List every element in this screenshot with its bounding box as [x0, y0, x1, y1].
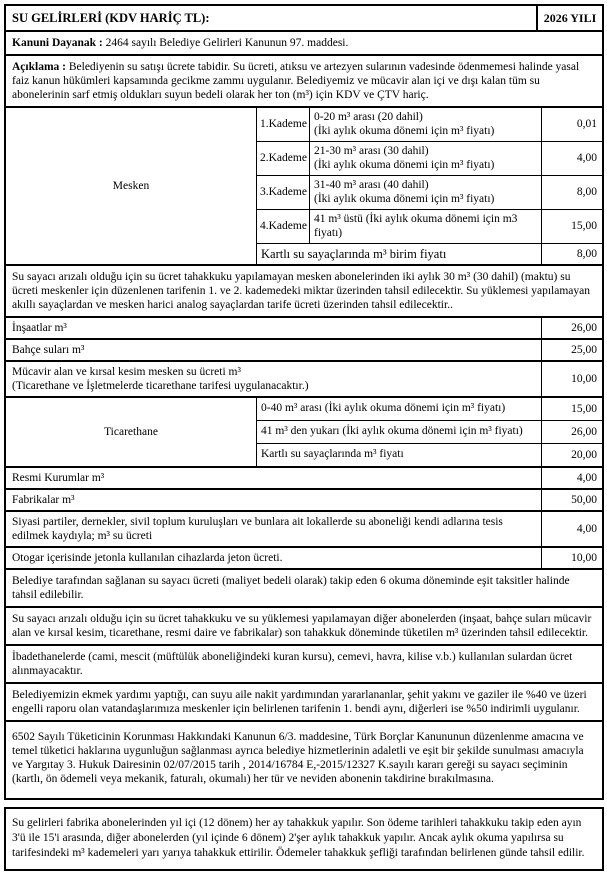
- year-badge: 2026 YILI: [536, 6, 602, 30]
- ticarethane-tiers: [256, 398, 602, 466]
- mesken-tier-1: [257, 108, 602, 141]
- mucavir-row: [6, 360, 602, 396]
- mesken-tier-4: [257, 209, 602, 243]
- row-label: Bahçe suları m³: [12, 344, 85, 356]
- mesken-kartli-row: [257, 243, 602, 264]
- note-consumer-law: 6502 Sayılı Tüketicinin Korunması Hakkındaki Kanunun 6/3. maddesine, Türk Borçlar Kanununun düzenlenme amacına ve temel tüketici haklarına uygunluğun sağlanması ayrıca belediye hizmetlerinin adaletli ve eşit bir şekilde sunulması amacıyla ve Yargıtay 3. Hukuk Dairesinin 02/07/2015 tarih , 2014/16784 E,-2015/12327 K.sayılı kararı gereği su sayacı seçiminin (kartlı, ön ödemeli veya mekanik, faturalı, okumalı) her tür ve neviden abonenin takdirine bırakılmasına.: [6, 720, 602, 798]
- siyasi-partiler-row: [6, 510, 602, 546]
- mesken-block: [6, 106, 602, 264]
- price-value: 15,00: [541, 210, 602, 243]
- ticarethane-block: [6, 396, 602, 466]
- tier-period: (İki aylık okuma dönemi için m³ fiyatı): [314, 124, 495, 137]
- price-value: 50,00: [541, 490, 602, 510]
- note-accrual-schedule: Su gelirleri fabrika abonelerinden yıl içi (12 dönem) her ay tahakkuk yapılır. Son ödeme tarihleri tahakkuku takip eden ayın 3'ü ile 15'i arasında, diğer abonelerden (yıl içinde 6 dönem) 2'şer aylık tahakkuk yapılır. Ancak aylık okuma yapılırsa su tarifesindeki m³ kademeleri yarı yarıya tahakkuk ettirilir. Ödemeler tahakkuk şefliği tarafından belirlenen günde tahsil edilir.: [12, 817, 585, 859]
- note-broken-meter-others: Su sayacı arızalı olduğu için su ücret tahakkuku ve su yüklemesi yapılamayan diğer abonelerden (inşaat, bahçe suları mücavir alan ve kırsal kesim, ticarethane, resmi daire ve fabrikalar) son tahakkuk döneminde tüketilen m³ üzerinden tahsil edilecektir.: [6, 606, 602, 644]
- kartli-label: Kartlı su sayaçlarında m³ birim fiyatı: [261, 247, 447, 261]
- tier-description: [257, 398, 541, 420]
- tier-range: 0-40 m³ arası (İki aylık okuma dönemi için m³ fiyatı): [261, 402, 506, 415]
- row-label: [6, 362, 541, 396]
- tier-range: 21-30 m³ arası (30 dahil): [314, 145, 429, 157]
- legal-basis-row: [6, 30, 602, 54]
- price-value: 4,00: [541, 142, 602, 175]
- accrual-note-table: [4, 807, 604, 871]
- mesken-label: Mesken: [112, 180, 150, 192]
- tier-label: 4.Kademe: [257, 210, 310, 243]
- tier-range: 0-20 m³ arası (20 dahil): [314, 111, 423, 123]
- price-value: 4,00: [541, 468, 602, 488]
- mucavir-line1: Mücavir alan ve kırsal kesim mesken su ücreti m³: [12, 366, 241, 378]
- tier-period: (İki aylık okuma dönemi için m³ fiyatı): [314, 192, 495, 205]
- price-value: 25,00: [541, 340, 602, 360]
- ticarethane-kartli-row: [257, 443, 602, 466]
- mucavir-line2: (Ticarethane ve İşletmelerde ticarethane tarifesi uygulanacaktır.): [12, 380, 309, 392]
- mesken-tier-3: [257, 175, 602, 209]
- insaat-row: [6, 316, 602, 338]
- tier-description: [310, 176, 541, 209]
- tier-description: [257, 421, 541, 443]
- legal-basis-text: 2464 sayılı Belediye Gelirleri Kanunun 97. maddesi.: [105, 37, 349, 49]
- row-label: İnşaatlar m³: [12, 322, 67, 334]
- note-broken-meter-mesken: Su sayacı arızalı olduğu için su ücret tahakkuku yapılamayan mesken abonelerinden iki aylık 30 m³ (30 dahil) (maktu) su ücreti meskenler için düzenlenen tarifenin 1. ve 2. kademedeki miktar üzerinden tahsil edilecektir. Su yüklemesi yapılamayan akıllı sayaçlardan ve mesken harici analog sayaçlardan tarife ücreti üzerinden tahsil edilecektir..: [6, 264, 602, 316]
- page-title: SU GELİRLERİ (KDV HARİÇ TL):: [12, 11, 210, 25]
- tier-description: [310, 210, 541, 243]
- tier-range: 41 m³ den yukarı (İki aylık okuma dönemi için m³ fiyatı): [261, 425, 523, 438]
- tier-description: [310, 142, 541, 175]
- note-discount: Belediyemizin ekmek yardımı yaptığı, can suyu aile nakit yardımından yararlananlar, şehit yakını ve gaziler ile %40 ve üzeri engelli raporu olan vatandaşlarımıza meskenler için belirlenen tarifenin 1. bendi aynı, diğerleri ise %50 indirimli uygulanır.: [6, 682, 602, 720]
- row-label: Resmi Kurumlar m³: [12, 472, 105, 484]
- header-row: [6, 6, 602, 30]
- price-value: 26,00: [541, 421, 602, 443]
- price-value: 0,01: [541, 108, 602, 141]
- tier-description: [257, 444, 541, 466]
- note-places-of-worship: İbadethanelerde (cami, mescit (müftülük aboneliğindeki kuran kursu), cemevi, havra, kilise v.b.) kullanılan sulardan ücret alınmayacaktır.: [6, 644, 602, 682]
- explanation-label: Açıklama :: [12, 61, 66, 73]
- price-value: 10,00: [541, 362, 602, 396]
- price-value: 20,00: [541, 444, 602, 466]
- price-value: 8,00: [541, 244, 602, 264]
- water-tariff-table: [4, 4, 604, 800]
- tier-range: Kartlı su sayaçlarında m³ fiyatı: [261, 448, 404, 461]
- tier-period: (İki aylık okuma dönemi için m³ fiyatı): [314, 158, 495, 171]
- mesken-tier-2: [257, 141, 602, 175]
- price-value: 26,00: [541, 318, 602, 338]
- ticarethane-tier-1: [257, 398, 602, 420]
- tier-description: [310, 108, 541, 141]
- row-label: Fabrikalar m³: [12, 494, 75, 506]
- row-label: Otogar içerisinde jetonla kullanılan cihazlarda jeton ücreti.: [12, 552, 283, 564]
- ticarethane-label: Ticarethane: [104, 426, 158, 438]
- price-value: 8,00: [541, 176, 602, 209]
- resmi-kurumlar-row: [6, 466, 602, 488]
- price-value: 10,00: [541, 548, 602, 568]
- ticarethane-tier-2: [257, 420, 602, 443]
- legal-basis-label: Kanuni Dayanak :: [12, 37, 103, 49]
- otogar-row: [6, 546, 602, 568]
- mesken-tiers: [256, 108, 602, 264]
- explanation-text: Belediyenin su satışı ücrete tabidir. Su ücreti, atıksu ve artezyen sularının vadesinde ödenmemesi halinde yasal faiz kanun hükümleri kapsamında gecikme zammı uygulanır. Belediyemiz ve mücavir alan içi ve dışı kalan tüm su abonelerinin sarf etmiş oldukları suyun bedeli olarak her ton (m³) için KDV ve ÇTV hariç.: [12, 61, 580, 101]
- price-value: 15,00: [541, 398, 602, 420]
- fabrikalar-row: [6, 488, 602, 510]
- tier-label: 1.Kademe: [257, 108, 310, 141]
- tier-range: 31-40 m³ arası (40 dahil): [314, 179, 429, 191]
- note-meter-cost: Belediye tarafından sağlanan su sayacı ücreti (maliyet bedeli olarak) takip eden 6 okuma döneminde eşit taksitler halinde tahsil edilebilir.: [6, 568, 602, 606]
- tier-label: 3.Kademe: [257, 176, 310, 209]
- bahce-row: [6, 338, 602, 360]
- row-label: Siyasi partiler, dernekler, sivil toplum kuruluşları ve bunlara ait lokallerde su aboneliği kendi adlarına tesis edilmek kaydıyla; m³ su ücreti: [12, 516, 503, 542]
- explanation-row: [6, 54, 602, 106]
- tier-label: 2.Kademe: [257, 142, 310, 175]
- price-value: 4,00: [541, 512, 602, 546]
- tier-range: 41 m³ üstü (İki aylık okuma dönemi için m3 fiyatı): [314, 213, 518, 239]
